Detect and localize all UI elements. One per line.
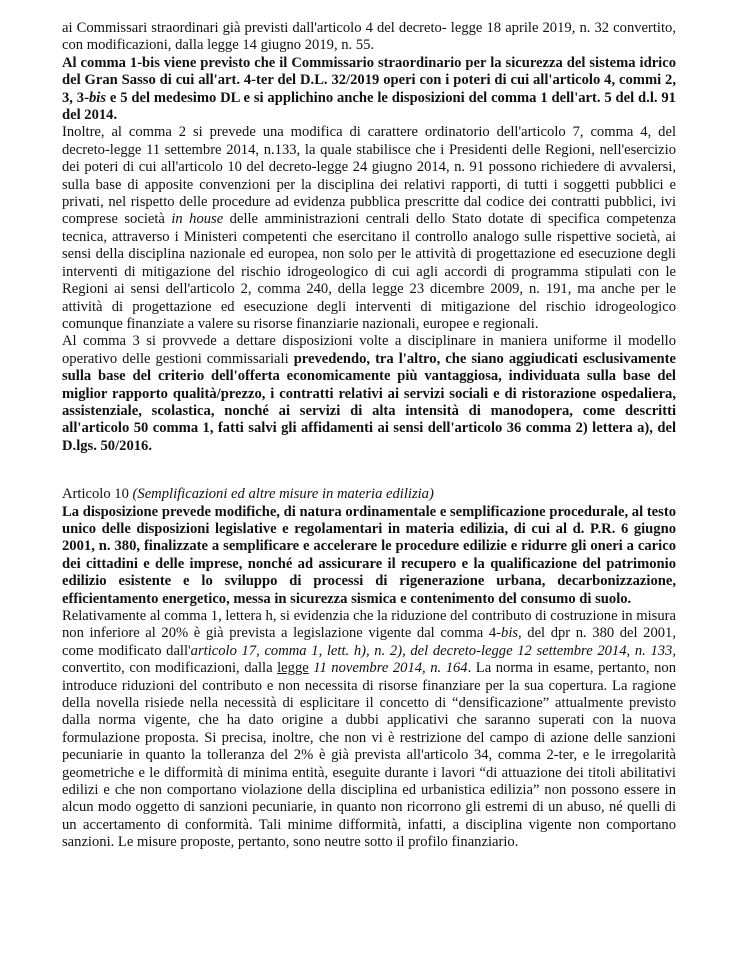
italic-reference: 11 novembre 2014, n. 164 (308, 660, 468, 677)
paragraph-text: e 5 del medesimo DL e si applichino anche le disposizioni del comma 1 dell'art. 5 del d.l. 91 del 2014. (62, 89, 676, 124)
paragraph-text: La disposizione prevede modifiche, di natura ordinamentale e semplificazione procedurale, al testo unico delle disposizioni legislative e regolamentari in materia edilizia, di cui al d. P.R. 6 giugno 2001, n. 380, finalizzate a semplificare e accelerare le procedure edilizie e ridurre gli oneri a carico dei cittadini e delle imprese, nonché ad assicurare il recupero e la qualificazione del patrimonio edilizio esistente e lo sviluppo di processi di rigenerazione urbana, decarbonizzazione, efficientamento energetico, messa in sicurezza sismica e contenimento del consumo di suolo. (62, 503, 676, 607)
bold-text: prevedendo, tra l'altro, che siano aggiudicati esclusivamente sulla base del criterio dell'offerta economicamente più vantaggiosa, individuata sulla base del miglior rapporto qualità/prezzo, i contratti relativi ai servizi sociali e di ristorazione ospedaliera, assistenziale, scolastica, nonché ai servizi di alta intensità di manodopera, come descritti all'articolo 50 comma 1, fatti salvi gli affidamenti ai sensi dell'articolo 36 comma 2) lettera a), del D.lgs. 50/2016. (62, 350, 676, 454)
article-subtitle: (Semplificazioni ed altre misure in materia edilizia) (132, 486, 434, 503)
document-page (62, 20, 676, 852)
paragraph-comma-1h (62, 608, 676, 852)
law-link[interactable]: legge (277, 660, 309, 677)
paragraph-text: Inoltre, al comma 2 si prevede una modifica di carattere ordinatorio dell'articolo 7, comma 4, del decreto-legge 11 settembre 2014, n.133, la quale stabilisce che i Presidenti delle Regioni, nell'esercizio dei poteri di cui all'articolo 10 del decreto-legge 24 giugno 2014, n. 91 possono richiedere di avvalersi, sulla base di apposite convenzioni per la disciplina dei relativi rapporti, di tutti i soggetti pubblici e privati, nel rispetto delle procedure ad evidenza pubblica prescritte dal codice dei contratti pubblici, ivi comprese società (62, 124, 676, 228)
paragraph-comma-1bis (62, 55, 676, 125)
paragraph-text: . La norma in esame, pertanto, non introduce riduzioni del contributo e non necessita di risorse finanziare per la sua copertura. La ragione della novella risiede nella necessità di esplicitare il concetto di “densificazione” attualmente previsto dalla norma vigente, che ha dato origine a dubbi applicativi che saranno superati con la nuova formulazione proposta. Si precisa, inoltre, che non vi è restrizione del campo di azione delle sanzioni pecuniarie in quanto la tolleranza del 2% è già prevista all'articolo 34, comma 2-ter, e le irregolarità geometriche e le difformità di minima entità, eseguite durante i lavori “di attuazione dei titoli abilitativi edilizi e che non comportano violazione della disciplina ed urbanistica edilizia” non possono essere in alcun modo oggetto di sanzioni pecuniarie, in quanto non ricorrono gli estremi di un abuso, né quelli di un accertamento di conformità. Tali minime difformità, infatti, a disciplina vigente non comportano sanzioni. Le misure proposte, pertanto, sono neutre sotto il profilo finanziario. (62, 660, 676, 851)
paragraph-comma-3 (62, 333, 676, 455)
paragraph-text: delle amministrazioni centrali dello Stato dotate di specifica competenza tecnica, attraverso i Ministeri competenti che esercitano il controllo analogo sulle rispettive società, ai sensi della disciplina nazionale ed europea, non solo per le attività di progettazione ed esecuzione degli interventi di mitigazione del rischio idrogeologico di cui agli accordi di programma stipulati con le Regioni ai sensi dell'articolo 2, comma 240, della legge 23 dicembre 2009, n. 191, ma anche per le attività di progettazione ed esecuzione degli interventi di mitigazione del rischio idrogeologico comunque finanziate a valere su risorse finanziarie nazionali, europee e regionali. (62, 211, 677, 332)
article-heading (62, 486, 676, 503)
italic-bis: bis (88, 89, 106, 106)
section-gap (62, 455, 676, 486)
paragraph-text: ai Commissari straordinari già previsti dall'articolo 4 del decreto- legge 18 aprile 2019, n. 32 convertito, con modificazioni, dalla legge 14 giugno 2019, n. 55. (62, 20, 676, 54)
paragraph-text: Al comma 3 si provvede a dettare disposizioni volte a disciplinare in maniera uniforme il modello operativo delle gestioni commissariali (62, 333, 676, 367)
paragraph-text: , del dpr n. 380 del 2001, come modificato dall' (62, 625, 676, 659)
paragraph-text: Relativamente al comma 1, lettera h, si evidenzia che la riduzione del contributo di costruzione in misura non inferiore al 20% è già prevista a legislazione vigente dal comma 4- (62, 608, 676, 642)
article-number: Articolo 10 (62, 486, 129, 503)
article-summary (62, 504, 676, 608)
paragraph-comma-2 (62, 124, 676, 333)
italic-in-house: in house (171, 211, 224, 228)
paragraph-text: , convertito, con modificazioni, dalla (62, 642, 676, 677)
paragraph-text: Al comma 1-bis viene previsto che il Commissario straordinario per la sicurezza del sistema idrico del Gran Sasso di cui all'art. 4-ter del D.L. 32/2019 operi con i poteri di cui all'articolo 4, commi 2, 3, 3- (62, 54, 676, 106)
paragraph-commissari (62, 20, 676, 55)
italic-bis: bis (501, 625, 519, 642)
italic-reference: articolo 17, comma 1, lett. h), n. 2), del decreto-legge 12 settembre 2014, n. 133 (190, 642, 673, 659)
